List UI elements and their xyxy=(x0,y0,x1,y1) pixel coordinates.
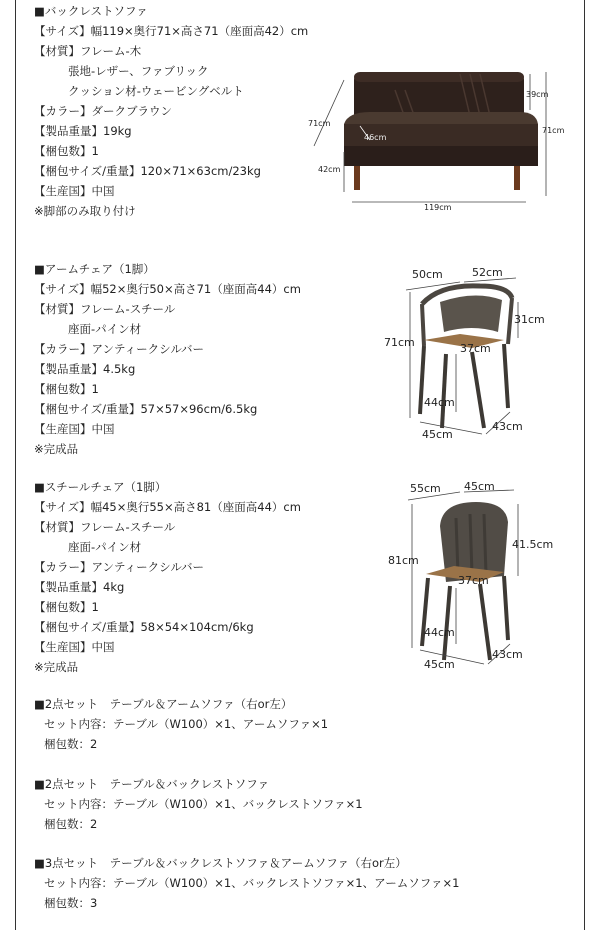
armchair-spec xyxy=(34,259,301,459)
armchair-size: 【サイズ】幅52×奥行50×高さ71（座面高44）cm xyxy=(34,282,301,296)
sofa-dim-width: 119cm xyxy=(424,203,452,212)
armchair-dim-seat-height: 44cm xyxy=(424,396,455,409)
steelchair-dim-bottom-width: 45cm xyxy=(424,658,455,671)
sofa-dim-seat-depth: 46cm xyxy=(364,133,387,142)
sofa-weight: 【製品重量】19kg xyxy=(34,124,132,138)
armchair-material-seat: 座面-パイン材 xyxy=(68,322,142,336)
steelchair-packages: 【梱包数】1 xyxy=(34,600,99,614)
steelchair-title: ■スチールチェア（1脚） xyxy=(34,480,167,494)
sofa-spec xyxy=(34,1,308,221)
steelchair-weight: 【製品重量】4kg xyxy=(34,580,125,594)
armchair-packages: 【梱包数】1 xyxy=(34,382,99,396)
set-content: セット内容：テーブル（W100）×1、バックレストソファ×1、アームソファ×1 xyxy=(44,876,460,890)
armchair-dim-seat-depth: 37cm xyxy=(460,342,491,355)
sofa-figure xyxy=(300,60,580,220)
armchair-weight: 【製品重量】4.5kg xyxy=(34,362,136,376)
sofa-material-cushion: クッション材-ウェービングベルト xyxy=(68,84,244,98)
sofa-dim-height: 71cm xyxy=(542,126,565,135)
sofa-dim-seat-height: 42cm xyxy=(318,165,341,174)
sofa-note: ※脚部のみ取り付け xyxy=(34,204,136,218)
armchair-origin: 【生産国】中国 xyxy=(34,422,115,436)
steelchair-dim-bottom-depth: 43cm xyxy=(492,648,523,661)
armchair-dim-bottom-depth: 43cm xyxy=(492,420,523,433)
steelchair-color: 【カラー】アンティークシルバー xyxy=(34,560,205,574)
set-packages: 梱包数：2 xyxy=(44,737,98,751)
steelchair-spec xyxy=(34,477,301,677)
set-packages: 梱包数：2 xyxy=(44,817,98,831)
steelchair-material: 【材質】フレーム-スチール xyxy=(34,520,176,534)
sofa-dim-depth: 71cm xyxy=(308,119,331,128)
sofa-size: 【サイズ】幅119×奥行71×高さ71（座面高42）cm xyxy=(34,24,309,38)
sofa-material: 【材質】フレーム-木 xyxy=(34,44,142,58)
set-item xyxy=(34,774,363,834)
set-item xyxy=(34,694,328,754)
armchair-title: ■アームチェア（1脚） xyxy=(34,262,155,276)
steelchair-note: ※完成品 xyxy=(34,660,79,674)
steelchair-size: 【サイズ】幅45×奥行55×高さ81（座面高44）cm xyxy=(34,500,301,514)
set-content: セット内容：テーブル（W100）×1、バックレストソファ×1 xyxy=(44,797,363,811)
armchair-color: 【カラー】アンティークシルバー xyxy=(34,342,205,356)
armchair-material: 【材質】フレーム-スチール xyxy=(34,302,176,316)
steelchair-dim-top-width: 45cm xyxy=(464,480,495,493)
armchair-dim-top-width: 52cm xyxy=(472,266,503,279)
steelchair-dim-height: 81cm xyxy=(388,554,419,567)
set-content: セット内容：テーブル（W100）×1、アームソファ×1 xyxy=(44,717,329,731)
sofa-dim-back-height: 39cm xyxy=(526,90,549,99)
set-packages: 梱包数：3 xyxy=(44,896,98,910)
sofa-color: 【カラー】ダークブラウン xyxy=(34,104,172,118)
steelchair-package-size: 【梱包サイズ/重量】58×54×104cm/6kg xyxy=(34,620,254,634)
sofa-origin: 【生産国】中国 xyxy=(34,184,115,198)
set-title: ■2点セット テーブル＆アームソファ（右or左） xyxy=(34,697,293,711)
set-title: ■3点セット テーブル＆バックレストソファ＆アームソファ（右or左） xyxy=(34,856,407,870)
sofa-package-size: 【梱包サイズ/重量】120×71×63cm/23kg xyxy=(34,164,261,178)
steelchair-material-seat: 座面-パイン材 xyxy=(68,540,142,554)
armchair-note: ※完成品 xyxy=(34,442,79,456)
steelchair-dim-seat-depth: 37cm xyxy=(458,574,489,587)
sofa-material-upholstery: 張地-レザー、ファブリック xyxy=(68,64,209,78)
armchair-dim-bottom-width: 45cm xyxy=(422,428,453,441)
steelchair-dim-back-height: 41.5cm xyxy=(512,538,554,551)
steelchair-dim-seat-height: 44cm xyxy=(424,626,455,639)
set-title: ■2点セット テーブル＆バックレストソファ xyxy=(34,777,270,791)
sofa-title: ■バックレストソファ xyxy=(34,4,148,18)
set-item xyxy=(34,853,460,913)
armchair-dim-top-depth: 50cm xyxy=(412,268,443,281)
armchair-dim-arm-height: 31cm xyxy=(514,313,545,326)
steelchair-dim-top-depth: 55cm xyxy=(410,482,441,495)
steelchair-origin: 【生産国】中国 xyxy=(34,640,115,654)
armchair-dim-height: 71cm xyxy=(384,336,415,349)
steelchair-figure xyxy=(380,478,570,674)
armchair-package-size: 【梱包サイズ/重量】57×57×96cm/6.5kg xyxy=(34,402,258,416)
armchair-figure xyxy=(380,262,560,442)
sofa-packages: 【梱包数】1 xyxy=(34,144,99,158)
